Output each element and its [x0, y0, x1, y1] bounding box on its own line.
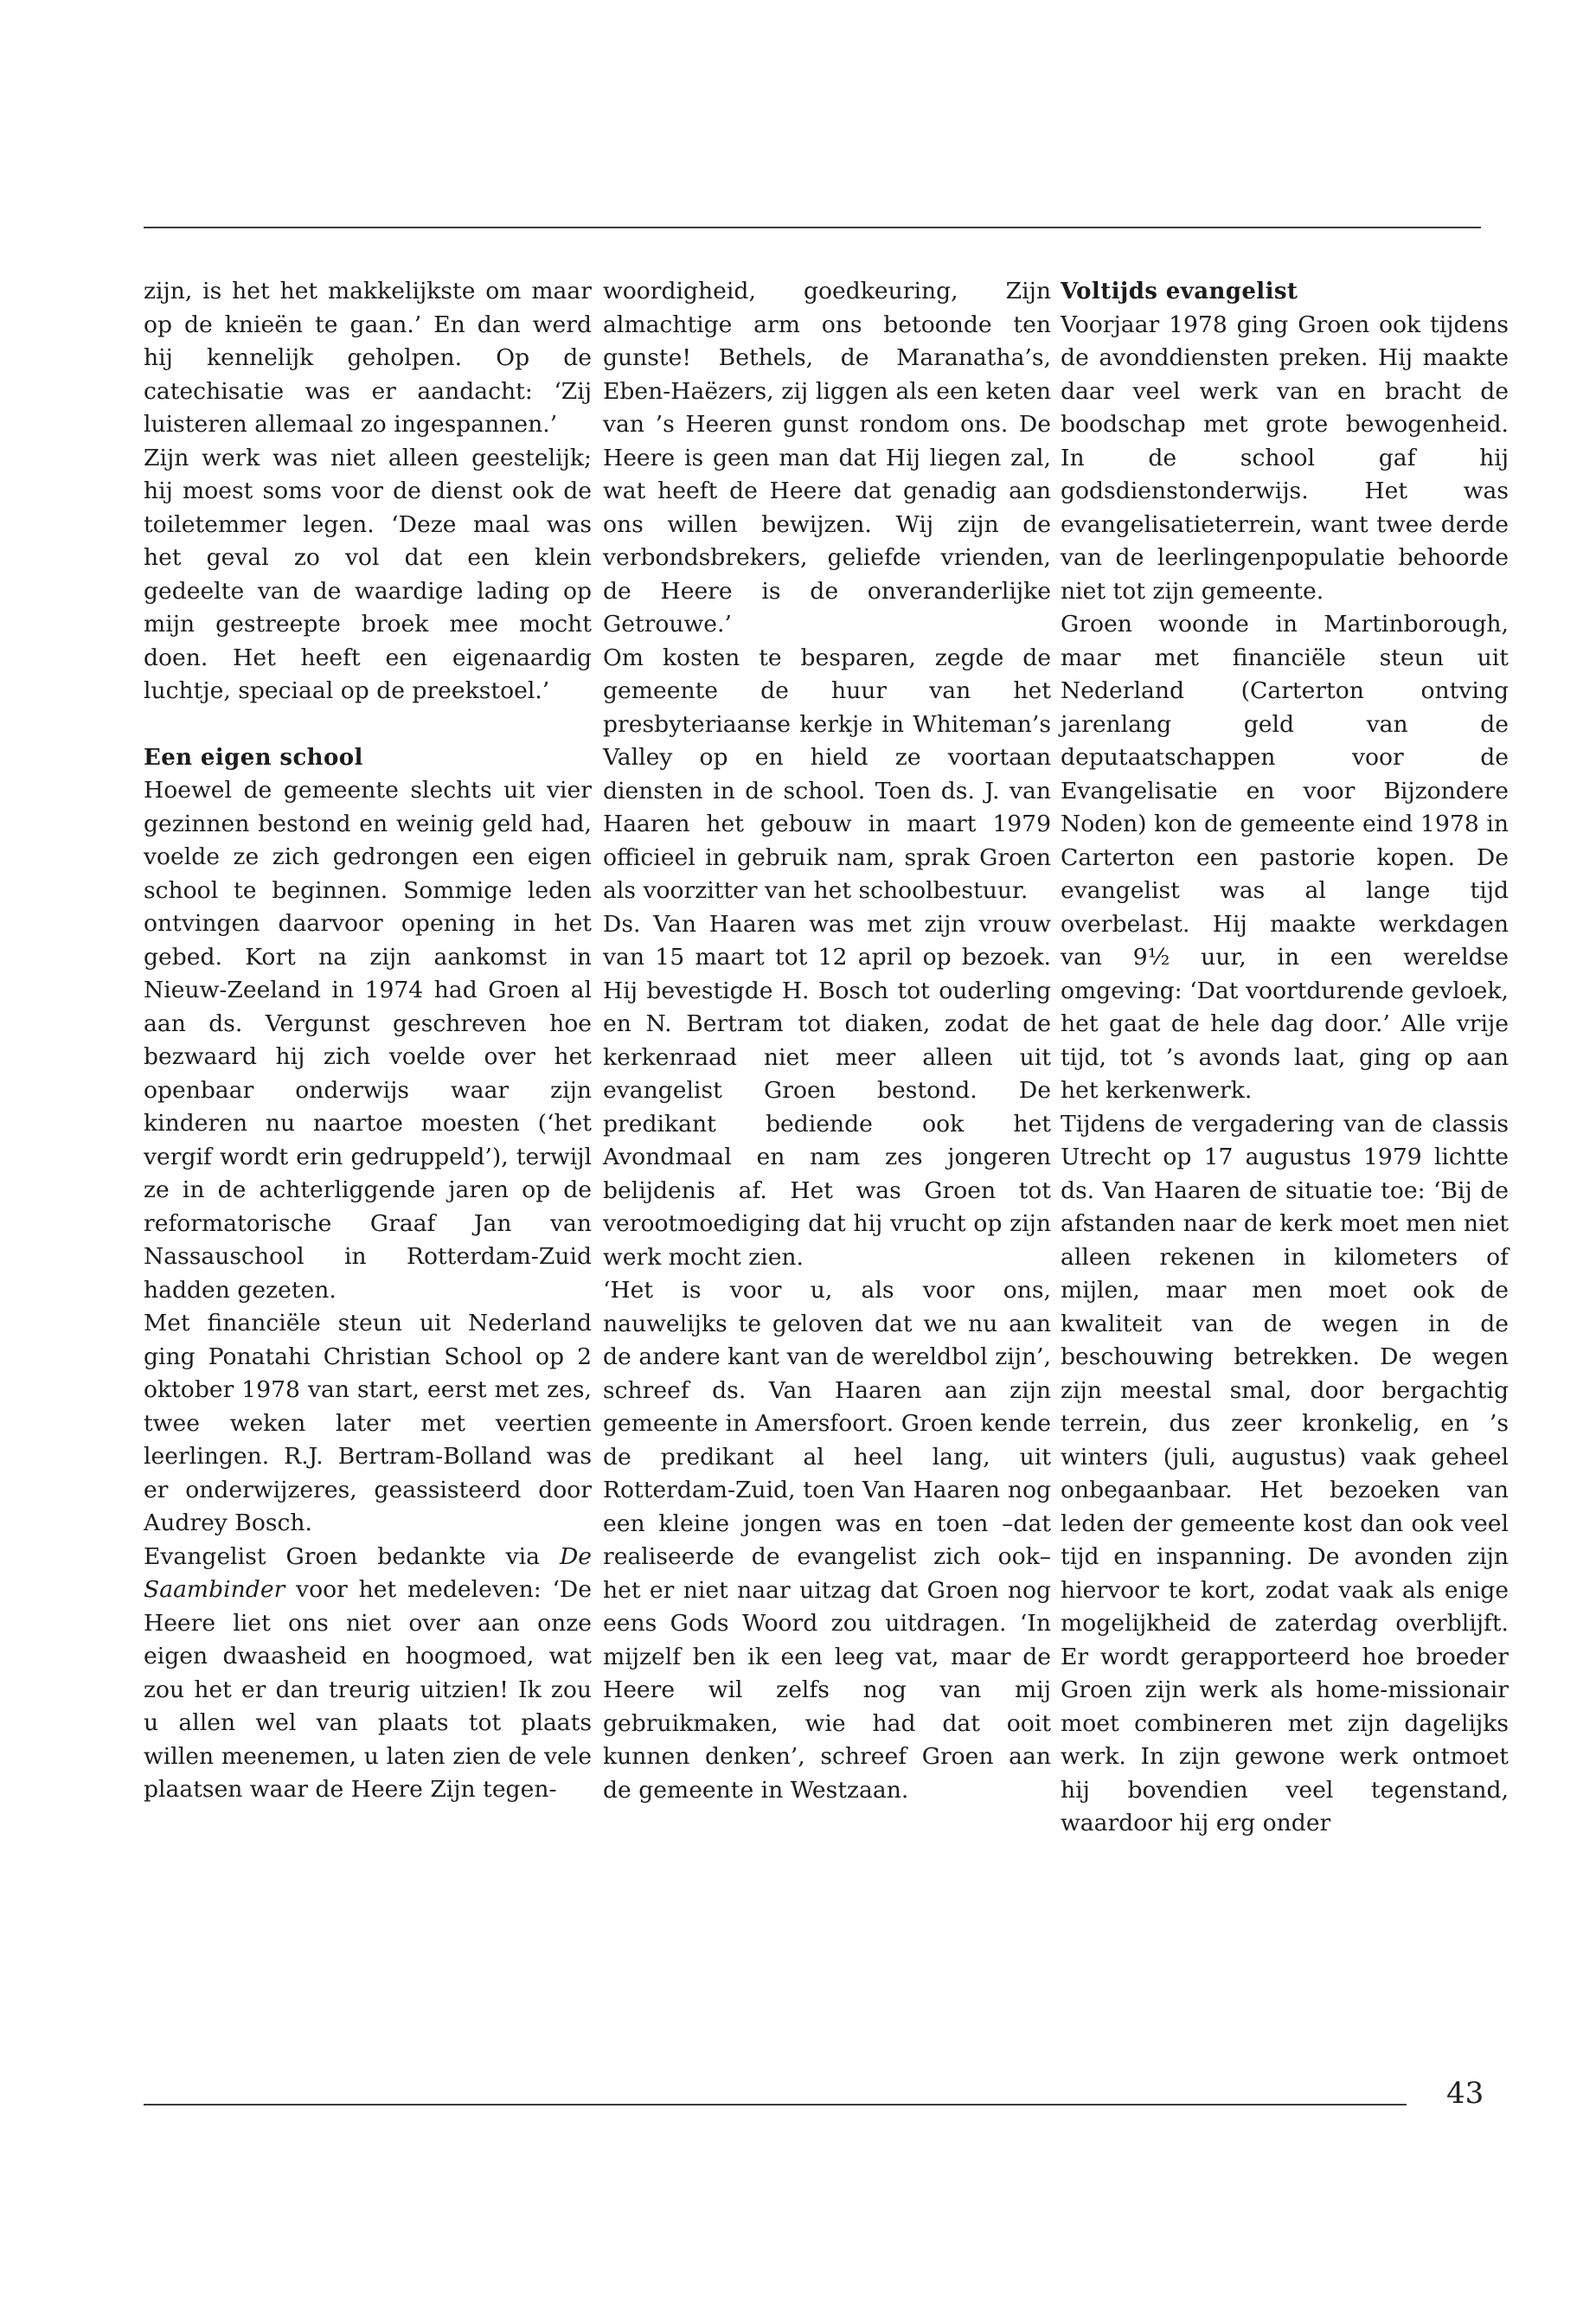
paragraph: Groen woonde in Martinborough, maar met financiële steun uit Nederland (Carterton ontving jarenlang geld van de deputaatschappen voor de Evangelisatie en voor Bijzondere Noden) kon de gemeente eind 1978 in Carterton een pastorie kopen. De evangelist was al lange tijd overbelast. Hij maakte werkdagen van 9½ uur, in een wereldse omgeving: ‘Dat voortdurende gevloek, het gaat de hele dag door.’ Alle vrije tijd, tot ’s avonds laat, ging op aan het kerkenwerk.: [1061, 611, 1509, 1104]
top-rule: [144, 227, 1481, 228]
publication-title: De Saambinder: [144, 1542, 592, 1603]
paragraph: Zijn werk was niet alleen geestelijk; hij moest soms voor de dienst ook de toiletemmer legen. ‘Deze maal was het geval zo vol dat een klein gedeelte van de waardige lading op mijn gestreepte broek mee mocht doen. Het heeft een eigenaardig luchtje, speciaal op de preekstoel.’: [144, 444, 592, 704]
paragraph: Tijdens de vergadering van de classis Utrecht op 17 augustus 1979 lichtte ds. Van Haaren de situatie toe: ‘Bij de afstanden naar de kerk moet men niet alleen rekenen in kilometers of mijlen, maar men moet ook de kwaliteit van de wegen in de beschouwing betrekken. De wegen zijn meestal smal, door bergachtig terrein, dus zeer kronkelig, en ’s winters (juli, augustus) vaak geheel onbegaanbaar. Het bezoeken van leden der gemeente kost dan ook veel tijd en inspanning. De avonden zijn hiervoor te kort, zodat vaak als enige mogelijkheid de zaterdag overblijft. Er wordt gerapporteerd hoe broeder Groen zijn werk als home-missionair moet combineren met zijn dagelijks werk. In zijn gewone werk ontmoet hij bovendien veel tegenstand, waardoor hij erg onder: [1061, 1110, 1509, 1836]
column-1: [144, 275, 592, 1807]
paragraph: Met financiële steun uit Nederland ging Ponatahi Christian School op 2 oktober 1978 van start, eerst met zes, twee weken later met veertien leerlingen. R.J. Bertram-Bolland was er onderwijzeres, geassisteerd door Audrey Bosch.: [144, 1310, 592, 1536]
page-number: 43: [1446, 2076, 1484, 2111]
paragraph: zijn, is het het makkelijkste om maar op de knieën te gaan.’ En dan werd hij kennelijk geholpen. Op de catechisatie was er aandacht: ‘Zij luisteren allemaal zo ingespannen.’: [144, 278, 592, 438]
paragraph: woordigheid, goedkeuring, Zijn almachtige arm ons betoonde ten gunste! Bethels, de Maranatha’s, Eben-Haëzers, zij liggen als een keten van ’s Heeren gunst rondom ons. De Heere is geen man dat Hij liegen zal, wat heeft de Heere dat genadig aan ons willen bewijzen. Wij zijn de verbondsbrekers, geliefde vrienden, de Heere is de onveranderlijke Getrouwe.’: [603, 278, 1051, 638]
column-2: [603, 275, 1051, 1807]
column-3: [1061, 275, 1509, 1841]
paragraph: Hoewel de gemeente slechts uit vier gezinnen bestond en weinig geld had, voelde ze zich gedrongen een eigen school te beginnen. Sommige leden ontvingen daarvoor opening in het gebed. Kort na zijn aankomst in Nieuw-Zeeland in 1974 had Groen al aan ds. Vergunst geschreven hoe bezwaard hij zich voelde over het openbaar onderwijs waar zijn kinderen nu naartoe moesten (‘het vergif wordt erin gedruppeld’), terwijl ze in de achterliggende jaren op de reformatorische Graaf Jan van Nassauschool in Rotterdam-Zuid hadden gezeten.: [144, 777, 592, 1304]
bottom-rule: [144, 2104, 1407, 2106]
text-run: Evangelist Groen bedankte via: [144, 1542, 560, 1570]
paragraph: Om kosten te besparen, zegde de gemeente de huur van het presbyteriaanse kerkje in Whiteman’s Valley op en hield ze voortaan diensten in de school. Toen ds. J. van Haaren het gebouw in maart 1979 officieel in gebruik nam, sprak Groen als voorzitter van het schoolbestuur.: [603, 644, 1051, 904]
section-heading-een-eigen-school: Een eigen school: [144, 744, 363, 771]
paragraph: Ds. Van Haaren was met zijn vrouw van 15 maart tot 12 april op bezoek. Hij bevestigde H. Bosch tot ouderling en N. Bertram tot diaken, zodat de kerkenraad niet meer alleen uit evangelist Groen bestond. De predikant bediende ook het Avondmaal en nam zes jongeren belijdenis af. Het was Groen tot verootmoediging dat hij vrucht op zijn werk mocht zien.: [603, 910, 1051, 1271]
text-run: voor het medeleven: ‘De Heere liet ons niet over aan onze eigen dwaasheid en hoogmoed, wat zou het er dan treurig uitzien! Ik zou u allen wel van plaats tot plaats willen meenemen, u laten zien de vele plaatsen waar de Heere Zijn tegen-: [144, 1576, 592, 1803]
paragraph: Voorjaar 1978 ging Groen ook tijdens de avonddiensten preken. Hij maakte daar veel werk van en bracht de boodschap met grote bewogenheid. In de school gaf hij godsdienstonderwijs. Het was evangelisatieterrein, want twee derde van de leerlingenpopulatie behoorde niet tot zijn gemeente.: [1061, 311, 1509, 605]
paragraph: [144, 1541, 592, 1807]
paragraph: ‘Het is voor u, als voor ons, nauwelijks te geloven dat we nu aan de andere kant van de wereldbol zijn’, schreef ds. Van Haaren aan zijn gemeente in Amersfoort. Groen kende de predikant al heel lang, uit Rotterdam-Zuid, toen Van Haaren nog een kleine jongen was en toen –dat realiseerde de evangelist zich ook– het er niet naar uitzag dat Groen nog eens Gods Woord zou uitdragen. ‘In mijzelf ben ik een leeg vat, maar de Heere wil zelfs nog van mij gebruikmaken, wie had dat ooit kunnen denken’, schreef Groen aan de gemeente in Westzaan.: [603, 1277, 1051, 1804]
section-heading-voltijds-evangelist: Voltijds evangelist: [1061, 279, 1298, 304]
